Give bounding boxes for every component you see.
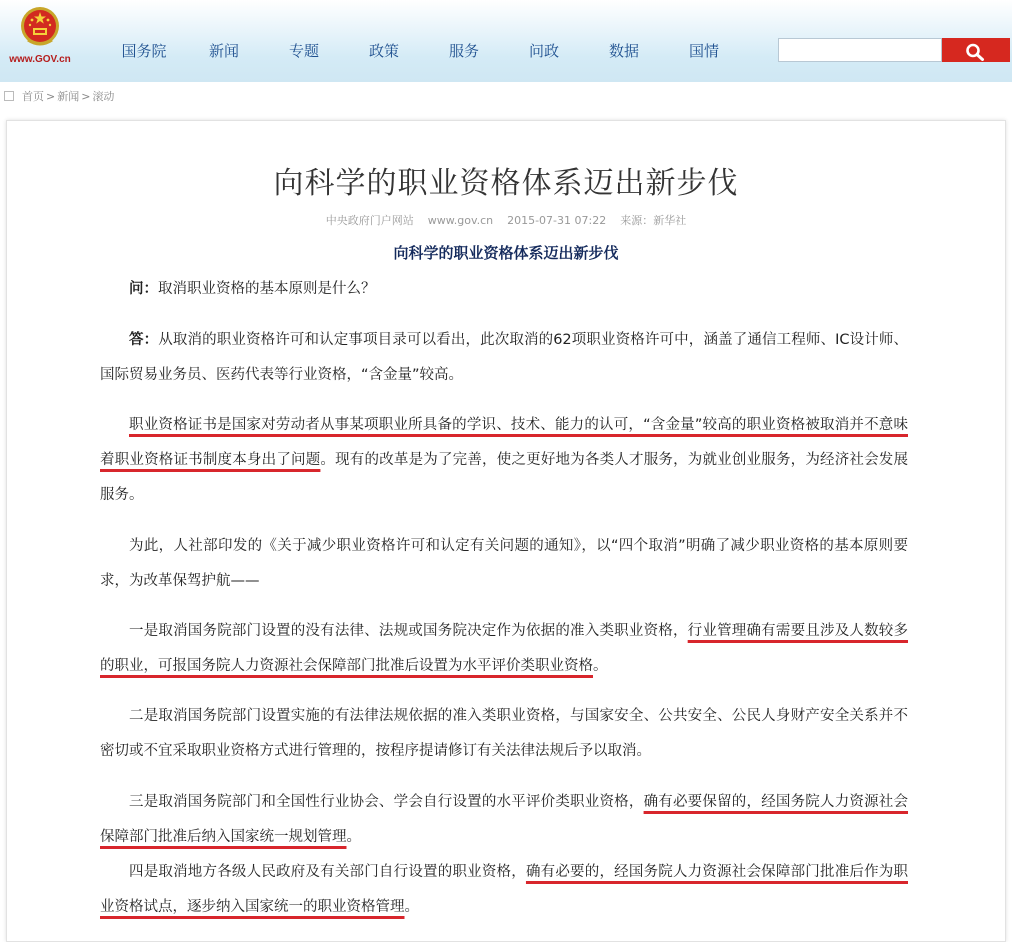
breadcrumb xyxy=(4,88,114,104)
nav-item-national-info[interactable]: 国情 xyxy=(688,42,719,60)
nav-item-inquiry[interactable]: 问政 xyxy=(528,42,559,60)
breadcrumb-separator: > xyxy=(81,89,91,103)
site-header xyxy=(0,0,1012,82)
paragraph-4 xyxy=(100,529,908,599)
underlined-text: 确有必要的，经国务院人力资源社会保障部门批准后作为职业资格试点，逐步纳入国家统一的职业资格管理 xyxy=(100,864,908,915)
underlined-text: 职业资格证书是国家对劳动者从事某项职业所具备的学识、技术、能力的认可，“含金量”较高的职业资格被取消并不意味着职业资格证书制度本身出了问题 xyxy=(100,417,908,468)
paragraph-6 xyxy=(100,699,908,769)
paragraph-end: 。 xyxy=(593,658,608,674)
search-input[interactable] xyxy=(778,38,942,62)
search-box xyxy=(778,38,1010,62)
breadcrumb-news[interactable]: 新闻 xyxy=(57,90,80,103)
paragraph-text: 二是取消国务院部门设置实施的有法律法规依据的准入类职业资格，与国家安全、公共安全、公民人身财产安全关系并不密切或不宜采取职业资格方式进行管理的，按程序提请修订有关法律法规后予以取消。 xyxy=(100,708,908,759)
paragraph-3 xyxy=(100,408,908,513)
paragraph-text: 为此，人社部印发的《关于减少职业资格许可和认定有关问题的通知》，以“四个取消”明确了减少职业资格的基本原则要求，为改革保驾护航—— xyxy=(100,538,908,589)
nav-item-news[interactable]: 新闻 xyxy=(208,42,239,60)
breadcrumb-separator: > xyxy=(46,89,56,103)
paragraph-5 xyxy=(100,614,908,684)
question-text: 取消职业资格的基本原则是什么？ xyxy=(158,281,376,297)
search-icon xyxy=(965,43,987,61)
paragraph-7 xyxy=(100,785,908,855)
paragraph-end: 。 xyxy=(346,829,361,845)
paragraph-end: 。 xyxy=(404,899,419,915)
main-nav xyxy=(104,40,744,62)
nav-item-state-council[interactable]: 国务院 xyxy=(121,42,167,60)
underlined-text: 行业管理确有需要且涉及人数较多的职业，可报国务院人力资源社会保障部门批准后设置为水平评价类职业资格 xyxy=(100,623,908,674)
breadcrumb-rolling[interactable]: 滚动 xyxy=(92,90,115,103)
paragraph-text: 一是取消国务院部门设置的没有法律、法规或国务院决定作为依据的准入类职业资格， xyxy=(129,623,688,639)
answer-paragraph xyxy=(100,323,908,393)
question-label: 问： xyxy=(129,281,158,297)
search-button[interactable] xyxy=(942,38,1010,62)
underlined-text: 确有必要保留的，经国务院人力资源社会保障部门批准后纳入国家统一规划管理 xyxy=(100,794,909,845)
home-icon xyxy=(4,91,14,101)
paragraph-text: 三是取消国务院部门和全国性行业协会、学会自行设置的水平评价类职业资格， xyxy=(129,794,644,810)
paragraph-text: 。现有的改革是为了完善，使之更好地为各类人才服务，为就业创业服务，为经济社会发展服务。 xyxy=(100,452,909,503)
paragraph-8 xyxy=(100,855,908,925)
national-emblem-icon xyxy=(20,6,60,48)
question-paragraph xyxy=(100,272,908,307)
breadcrumb-home[interactable]: 首页 xyxy=(22,90,44,103)
article-title: 向科学的职业资格体系迈出新步伐 xyxy=(273,166,739,201)
paragraph-text: 四是取消地方各级人民政府及有关部门自行设置的职业资格， xyxy=(129,864,526,880)
logo-text: www.GOV.cn xyxy=(9,54,71,65)
nav-item-topics[interactable]: 专题 xyxy=(288,42,319,60)
article-meta: 中央政府门户网站 www.gov.cn 2015-07-31 07:22 来源：新华社 xyxy=(325,214,687,227)
site-logo[interactable] xyxy=(8,6,72,72)
article-subtitle: 向科学的职业资格体系迈出新步伐 xyxy=(393,244,619,262)
answer-text: 从取消的职业资格许可和认定事项目录可以看出，此次取消的62项职业资格许可中，涵盖了通信工程师、IC设计师、国际贸易业务员、医药代表等行业资格，“含金量”较高。 xyxy=(100,332,908,383)
nav-item-data[interactable]: 数据 xyxy=(608,42,639,60)
nav-item-services[interactable]: 服务 xyxy=(448,42,479,60)
answer-label: 答： xyxy=(129,332,159,348)
nav-item-policy[interactable]: 政策 xyxy=(368,42,399,60)
